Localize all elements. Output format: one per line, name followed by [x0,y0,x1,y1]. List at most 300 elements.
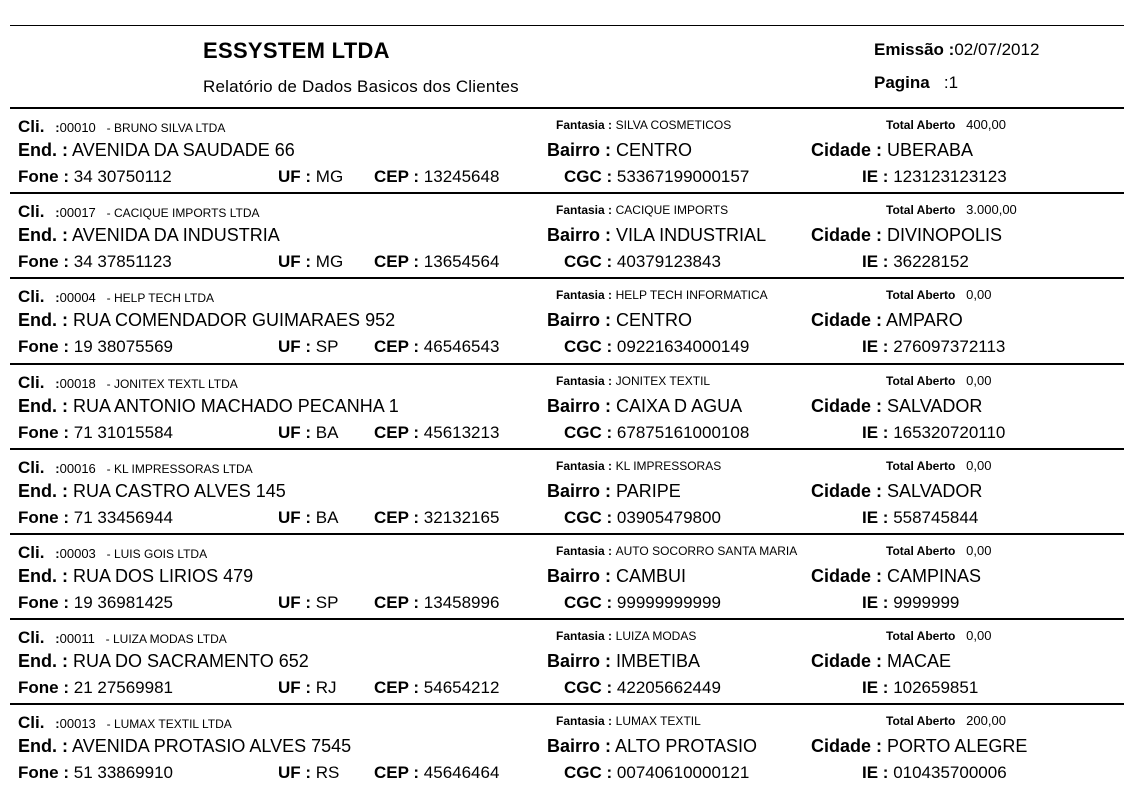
ie-field [862,508,978,528]
cep-field [374,678,499,698]
fantasia-field [556,373,878,388]
cep-value: 45613213 [423,423,500,442]
total-aberto-value: 0,00 [966,373,992,388]
phone-field [18,423,173,443]
client-record [10,192,1124,279]
total-aberto-field [886,202,1017,217]
end-label: End. [18,140,57,160]
phone-field [18,508,173,528]
client-code: 00003 [59,546,96,561]
phone-field [18,337,173,357]
phone-value: 34 37851123 [73,252,172,271]
fantasia-label: Fantasia : [556,544,613,558]
cep-field [374,167,499,187]
cidade-value: UBERABA [887,140,974,160]
bairro-value: CENTRO [616,310,693,330]
phone-value: 21 27569981 [73,678,174,697]
total-aberto-value: 0,00 [966,628,992,643]
cli-label: Cli. [18,458,45,477]
client-record [10,703,1124,790]
uf-label: UF : [278,252,312,271]
cep-label: CEP : [374,337,420,356]
cli-label: Cli. [18,713,45,732]
emission-label: Emissão : [874,40,955,59]
cep-value: 13245648 [423,167,500,186]
uf-field [278,423,338,443]
end-sep: : [62,481,69,501]
page-sep: : [943,73,949,92]
bairro-label: Bairro : [547,481,612,501]
fantasia-field [556,543,878,558]
end-label: End. [18,310,57,330]
total-aberto-label: Total Aberto [886,714,956,728]
phone-value: 34 30750112 [73,167,172,186]
cep-value: 13458996 [423,593,500,612]
fantasia-label: Fantasia : [556,288,613,302]
cidade-label: Cidade : [811,651,883,671]
total-aberto-field [886,713,1006,728]
ie-label: IE : [862,252,889,271]
address-value: RUA CASTRO ALVES 145 [73,481,286,501]
cgc-value: 67875161000108 [616,423,750,442]
client-code-field [18,373,238,393]
cidade-value: AMPARO [886,310,963,330]
client-code-field [18,202,260,222]
total-aberto-field [886,628,991,643]
fantasia-value: SILVA COSMETICOS [615,118,732,132]
address-field [18,481,286,502]
cli-label: Cli. [18,628,45,647]
cep-field [374,337,499,357]
cidade-label: Cidade : [811,225,883,245]
cgc-label: CGC : [564,423,613,442]
cep-label: CEP : [374,763,420,782]
cgc-field [564,337,749,357]
cidade-value: DIVINOPOLIS [887,225,1003,245]
bairro-value: ALTO PROTASIO [615,736,758,756]
client-code-field [18,713,232,733]
uf-value: MG [315,252,344,271]
client-code-field [18,117,225,137]
cidade-label: Cidade : [811,140,883,160]
client-code: 00010 [59,120,96,135]
page-number [874,73,958,93]
bairro-label: Bairro : [547,566,612,586]
fone-label: Fone : [18,252,69,271]
cgc-value: 03905479800 [616,508,721,527]
address-value: AVENIDA DA INDUSTRIA [72,225,280,245]
client-record [10,533,1124,620]
cidade-label: Cidade : [811,736,883,756]
total-aberto-label: Total Aberto [886,203,956,217]
cgc-value: 99999999999 [616,593,721,612]
cidade-field [811,310,963,331]
end-label: End. [18,396,57,416]
total-aberto-value: 200,00 [966,713,1006,728]
end-sep: : [62,396,69,416]
cidade-value: CAMPINAS [887,566,982,586]
phone-field [18,252,172,272]
emission-date [874,40,1039,60]
phone-value: 19 36981425 [73,593,174,612]
uf-label: UF : [278,167,312,186]
client-name: - LUIS GOIS LTDA [106,547,208,561]
bairro-label: Bairro : [547,310,612,330]
cgc-label: CGC : [564,678,613,697]
client-record [10,277,1124,364]
ie-value: 010435700006 [893,763,1007,782]
cep-field [374,763,499,783]
client-code: 00016 [59,461,96,476]
end-label: End. [18,736,57,756]
client-name: - JONITEX TEXTL LTDA [106,377,238,391]
cep-value: 54654212 [423,678,500,697]
cep-label: CEP : [374,167,420,186]
cep-label: CEP : [374,252,420,271]
phone-value: 71 31015584 [73,423,174,442]
uf-value: MG [315,167,344,186]
total-aberto-field [886,543,991,558]
fantasia-field [556,202,878,217]
fone-label: Fone : [18,763,69,782]
page-label: Pagina [874,73,930,92]
uf-field [278,678,337,698]
cgc-label: CGC : [564,763,613,782]
fantasia-value: CACIQUE IMPORTS [615,203,729,217]
address-value: AVENIDA DA SAUDADE 66 [72,140,295,160]
ie-value: 102659851 [893,678,979,697]
client-code-field [18,458,253,478]
top-rule [10,25,1124,26]
cep-field [374,593,499,613]
fantasia-label: Fantasia : [556,374,613,388]
fantasia-field [556,117,878,132]
client-code: 00011 [59,631,95,646]
ie-value: 36228152 [893,252,969,271]
fone-label: Fone : [18,167,69,186]
fantasia-label: Fantasia : [556,203,613,217]
total-aberto-field [886,373,991,388]
cgc-field [564,252,721,272]
uf-field [278,593,338,613]
uf-field [278,337,338,357]
fantasia-value: LUMAX TEXTIL [615,714,701,728]
fantasia-value: KL IMPRESSORAS [615,459,722,473]
cep-field [374,423,499,443]
fantasia-field [556,628,878,643]
bairro-field [547,225,766,246]
bairro-value: IMBETIBA [616,651,701,671]
bairro-field [547,651,700,672]
cgc-field [564,167,749,187]
cli-sep: : [55,120,60,135]
ie-label: IE : [862,167,889,186]
address-value: RUA DOS LIRIOS 479 [73,566,254,586]
cli-sep: : [55,461,60,476]
address-field [18,736,351,757]
cep-field [374,252,499,272]
client-code: 00017 [59,205,96,220]
fantasia-label: Fantasia : [556,714,613,728]
cep-label: CEP : [374,508,420,527]
uf-value: SP [315,337,339,356]
fone-label: Fone : [18,337,69,356]
uf-label: UF : [278,508,312,527]
bairro-field [547,396,742,417]
uf-label: UF : [278,423,312,442]
cidade-field [811,651,951,672]
client-name: - CACIQUE IMPORTS LTDA [106,206,260,220]
bairro-value: VILA INDUSTRIAL [616,225,767,245]
cli-label: Cli. [18,287,45,306]
client-name: - KL IMPRESSORAS LTDA [106,462,253,476]
ie-value: 558745844 [893,508,979,527]
cli-label: Cli. [18,202,45,221]
total-aberto-field [886,287,991,302]
cli-sep: : [55,716,60,731]
total-aberto-field [886,458,991,473]
cgc-label: CGC : [564,167,613,186]
uf-value: RS [315,763,340,782]
bairro-value: CENTRO [616,140,693,160]
uf-value: RJ [315,678,337,697]
phone-field [18,763,173,783]
company-name: ESSYSTEM LTDA [203,38,390,63]
end-sep: : [62,140,69,160]
client-code-field [18,543,207,563]
uf-field [278,167,343,187]
uf-label: UF : [278,763,312,782]
address-field [18,651,309,672]
end-sep: : [62,225,69,245]
fone-label: Fone : [18,678,69,697]
cidade-value: MACAE [887,651,952,671]
uf-field [278,763,339,783]
address-field [18,225,280,246]
fantasia-value: HELP TECH INFORMATICA [615,288,768,302]
ie-field [862,763,1007,783]
cep-value: 32132165 [423,508,500,527]
cidade-value: SALVADOR [887,396,983,416]
fone-label: Fone : [18,423,69,442]
uf-value: BA [315,508,339,527]
client-code: 00018 [59,376,96,391]
bairro-field [547,481,681,502]
uf-label: UF : [278,337,312,356]
client-code-field [18,628,227,648]
address-field [18,396,399,417]
end-sep: : [62,310,69,330]
ie-value: 276097372113 [893,337,1006,356]
cep-value: 46546543 [423,337,500,356]
client-name: - HELP TECH LTDA [106,291,215,305]
bairro-field [547,140,692,161]
ie-label: IE : [862,678,889,697]
address-field [18,566,253,587]
ie-label: IE : [862,423,889,442]
ie-field [862,167,1007,187]
cep-label: CEP : [374,678,420,697]
fantasia-value: JONITEX TEXTIL [615,374,711,388]
cgc-value: 42205662449 [616,678,721,697]
fantasia-label: Fantasia : [556,629,613,643]
ie-value: 9999999 [893,593,960,612]
fone-label: Fone : [18,508,69,527]
uf-value: BA [315,423,339,442]
cgc-field [564,678,721,698]
client-name: - LUIZA MODAS LTDA [105,632,227,646]
address-value: AVENIDA PROTASIO ALVES 7545 [72,736,352,756]
end-sep: : [62,736,69,756]
page-value: 1 [948,73,959,92]
cidade-field [811,736,1027,757]
cli-label: Cli. [18,543,45,562]
phone-field [18,678,173,698]
cidade-value: SALVADOR [887,481,983,501]
total-aberto-label: Total Aberto [886,459,956,473]
ie-label: IE : [862,337,889,356]
end-sep: : [62,651,69,671]
bairro-value: CAMBUI [616,566,687,586]
fantasia-label: Fantasia : [556,118,613,132]
cep-label: CEP : [374,593,420,612]
total-aberto-label: Total Aberto [886,629,956,643]
bairro-field [547,736,757,757]
end-label: End. [18,225,57,245]
address-value: RUA DO SACRAMENTO 652 [73,651,309,671]
client-code: 00013 [59,716,96,731]
cidade-label: Cidade : [811,566,883,586]
client-record [10,107,1124,194]
total-aberto-value: 0,00 [966,287,992,302]
cidade-label: Cidade : [811,481,883,501]
cgc-value: 53367199000157 [616,167,750,186]
fantasia-field [556,458,878,473]
ie-field [862,593,959,613]
bairro-label: Bairro : [547,736,612,756]
cgc-field [564,423,749,443]
bairro-label: Bairro : [547,225,612,245]
bairro-value: CAIXA D AGUA [616,396,743,416]
cgc-value: 09221634000149 [616,337,750,356]
cidade-field [811,225,1002,246]
cli-sep: : [55,205,60,220]
fantasia-label: Fantasia : [556,459,613,473]
bairro-label: Bairro : [547,651,612,671]
cgc-label: CGC : [564,252,613,271]
ie-label: IE : [862,593,889,612]
cli-sep: : [55,376,60,391]
total-aberto-value: 400,00 [966,117,1006,132]
fantasia-value: LUIZA MODAS [615,629,697,643]
uf-label: UF : [278,593,312,612]
bairro-label: Bairro : [547,140,612,160]
fantasia-field [556,713,878,728]
client-record [10,618,1124,705]
uf-label: UF : [278,678,312,697]
emission-value: 02/07/2012 [954,40,1040,59]
cidade-field [811,566,981,587]
ie-label: IE : [862,508,889,527]
cidade-field [811,481,982,502]
fone-label: Fone : [18,593,69,612]
cidade-label: Cidade : [811,396,883,416]
cgc-value: 00740610000121 [616,763,750,782]
cidade-value: PORTO ALEGRE [887,736,1028,756]
ie-field [862,678,978,698]
bairro-value: PARIPE [616,481,681,501]
cep-value: 13654564 [423,252,500,271]
cli-label: Cli. [18,373,45,392]
bairro-field [547,566,686,587]
cli-sep: : [55,546,60,561]
cli-label: Cli. [18,117,45,136]
phone-field [18,593,173,613]
ie-value: 165320720110 [893,423,1006,442]
cli-sep: : [55,290,60,305]
phone-field [18,167,172,187]
client-name: - LUMAX TEXTIL LTDA [106,717,232,731]
ie-value: 123123123123 [893,167,1007,186]
total-aberto-label: Total Aberto [886,288,956,302]
total-aberto-value: 0,00 [966,458,992,473]
cgc-field [564,593,721,613]
ie-field [862,252,969,272]
client-code-field [18,287,214,307]
uf-value: SP [315,593,339,612]
cgc-field [564,763,749,783]
cgc-value: 40379123843 [616,252,721,271]
cidade-field [811,140,973,161]
cidade-label: Cidade : [811,310,883,330]
end-label: End. [18,566,57,586]
ie-field [862,337,1005,357]
client-record [10,448,1124,535]
end-label: End. [18,651,57,671]
cgc-label: CGC : [564,593,613,612]
uf-field [278,252,343,272]
cep-value: 45646464 [423,763,500,782]
total-aberto-field [886,117,1006,132]
total-aberto-value: 0,00 [966,543,992,558]
bairro-label: Bairro : [547,396,612,416]
phone-value: 51 33869910 [73,763,174,782]
cgc-label: CGC : [564,508,613,527]
bairro-field [547,310,692,331]
cgc-label: CGC : [564,337,613,356]
end-sep: : [62,566,69,586]
fantasia-field [556,287,878,302]
total-aberto-label: Total Aberto [886,118,956,132]
ie-field [862,423,1005,443]
total-aberto-label: Total Aberto [886,544,956,558]
cli-sep: : [55,631,60,646]
total-aberto-value: 3.000,00 [966,202,1017,217]
phone-value: 19 38075569 [73,337,174,356]
cep-label: CEP : [374,423,420,442]
report-subtitle: Relatório de Dados Basicos dos Clientes [203,77,519,96]
total-aberto-label: Total Aberto [886,374,956,388]
client-code: 00004 [59,290,96,305]
client-name: - BRUNO SILVA LTDA [106,121,226,135]
phone-value: 71 33456944 [73,508,174,527]
address-value: RUA ANTONIO MACHADO PECANHA 1 [73,396,399,416]
fantasia-value: AUTO SOCORRO SANTA MARIA [615,544,798,558]
uf-field [278,508,338,528]
cgc-field [564,508,721,528]
end-label: End. [18,481,57,501]
address-field [18,140,295,161]
